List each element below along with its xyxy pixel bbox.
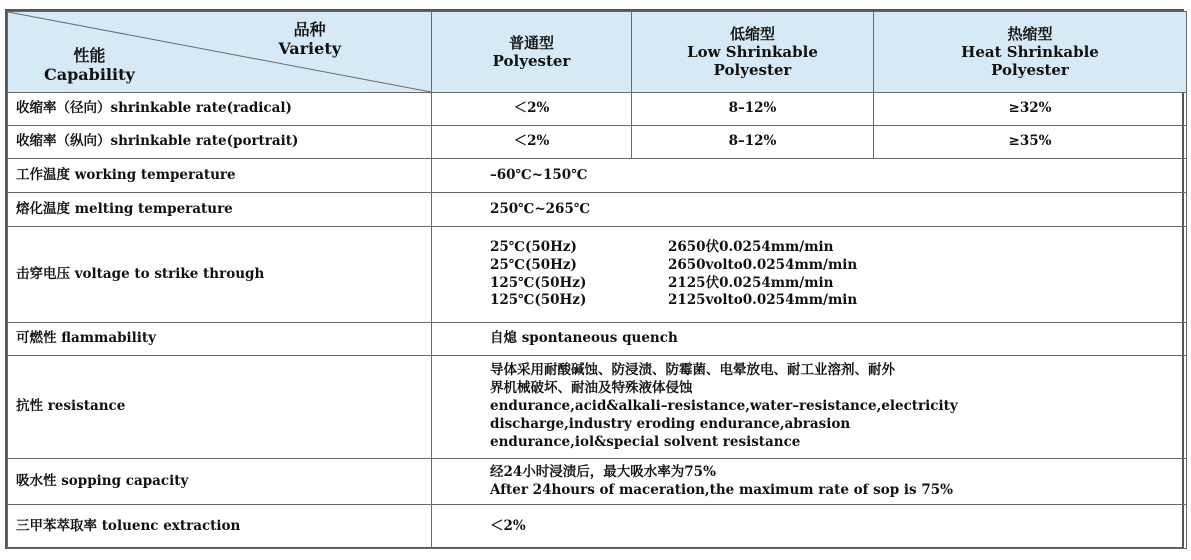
row-label: 收缩率（径向）shrinkable rate(radical): [8, 93, 432, 126]
cell-value: 250℃~265℃: [432, 193, 1187, 227]
table-row-sopping: [8, 459, 1187, 505]
capability-en: Capability: [44, 65, 135, 85]
strike-condition: 125℃(50Hz): [490, 274, 587, 291]
variety-label: [278, 20, 341, 58]
table-row-melting-temperature: [8, 193, 1187, 227]
row-label: 工作温度 working temperature: [8, 159, 432, 193]
row-label: 抗性 resistance: [8, 356, 432, 459]
cell-value: 自熄 spontaneous quench: [432, 323, 1187, 356]
row-label: 击穿电压 voltage to strike through: [8, 227, 432, 323]
col-header-en: Polyester: [991, 61, 1069, 79]
cell-value: [432, 459, 1187, 505]
row-label: 吸水性 sopping capacity: [8, 459, 432, 505]
strike-condition: 25℃(50Hz): [490, 238, 577, 255]
sopping-line: 经24小时浸渍后，最大吸水率为75%: [490, 463, 716, 480]
strike-value: 2650volto0.0254mm/min: [668, 256, 858, 273]
cell-value: –60℃~150℃: [432, 159, 1187, 193]
row-label: 收缩率（纵向）shrinkable rate(portrait): [8, 126, 432, 159]
strike-values-grid: [490, 239, 1178, 310]
sopping-line: After 24hours of maceration,the maximum rate of sop is 75%: [490, 481, 953, 498]
cell-value: [432, 227, 1187, 323]
table-row-working-temperature: [8, 159, 1187, 193]
row-label: 三甲苯萃取率 toluenc extraction: [8, 505, 432, 549]
strike-value: 2650伏0.0254mm/min: [668, 238, 834, 255]
col-header-cn: 热缩型: [1007, 25, 1053, 43]
col-header-en: Polyester: [713, 61, 792, 79]
col-header-en: Low Shrinkable: [687, 43, 818, 61]
cell-value: ≥32%: [874, 93, 1187, 126]
header-row: [8, 12, 1187, 93]
strike-condition: 25℃(50Hz): [490, 256, 577, 273]
cell-value: ＜2%: [432, 93, 632, 126]
cell-value: 8–12%: [632, 93, 874, 126]
variety-cn: 品种: [293, 20, 326, 39]
col-header-polyester: [432, 12, 632, 93]
row-label: 熔化温度 melting temperature: [8, 193, 432, 227]
resistance-line: 导体采用耐酸碱蚀、防浸渍、防霉菌、电晕放电、耐工业溶剂、耐外: [490, 362, 895, 379]
spec-table-frame: [5, 9, 1184, 549]
col-header-heat-shrinkable: [874, 12, 1187, 93]
strike-value: 2125伏0.0254mm/min: [668, 274, 834, 291]
cell-value: ≥35%: [874, 126, 1187, 159]
corner-header-cell: [8, 12, 432, 93]
variety-en: Variety: [278, 39, 341, 59]
table-row-strike-voltage: [8, 227, 1187, 323]
table-row-toluene: [8, 505, 1187, 549]
col-header-cn: 低缩型: [729, 25, 775, 43]
resistance-line: 界机械破坏、耐油及特殊液体侵蚀: [490, 380, 693, 397]
table-row-portrait: [8, 126, 1187, 159]
resistance-line: endurance,acid&alkali–resistance,water–resistance,electricity: [490, 398, 958, 415]
capability-cn: 性能: [73, 46, 106, 65]
capability-label: [44, 46, 135, 84]
strike-value: 2125volto0.0254mm/min: [668, 292, 858, 309]
strike-condition: 125℃(50Hz): [490, 292, 587, 309]
resistance-line: discharge,industry eroding endurance,abrasion: [490, 415, 851, 432]
col-header-en: Polyester: [492, 52, 571, 70]
table-row-flammability: [8, 323, 1187, 356]
resistance-line: endurance,iol&special solvent resistance: [490, 433, 801, 450]
cell-value: 8–12%: [632, 126, 874, 159]
table-row-resistance: [8, 356, 1187, 459]
cell-value: ＜2%: [432, 126, 632, 159]
cell-value: [432, 356, 1187, 459]
row-label: 可燃性 flammability: [8, 323, 432, 356]
cell-value: ＜2%: [432, 505, 1187, 549]
col-header-cn: 普通型: [508, 34, 554, 52]
table-row-radial: [8, 93, 1187, 126]
col-header-en: Heat Shrinkable: [961, 43, 1099, 61]
col-header-low-shrinkable: [632, 12, 874, 93]
spec-table: [7, 11, 1187, 549]
